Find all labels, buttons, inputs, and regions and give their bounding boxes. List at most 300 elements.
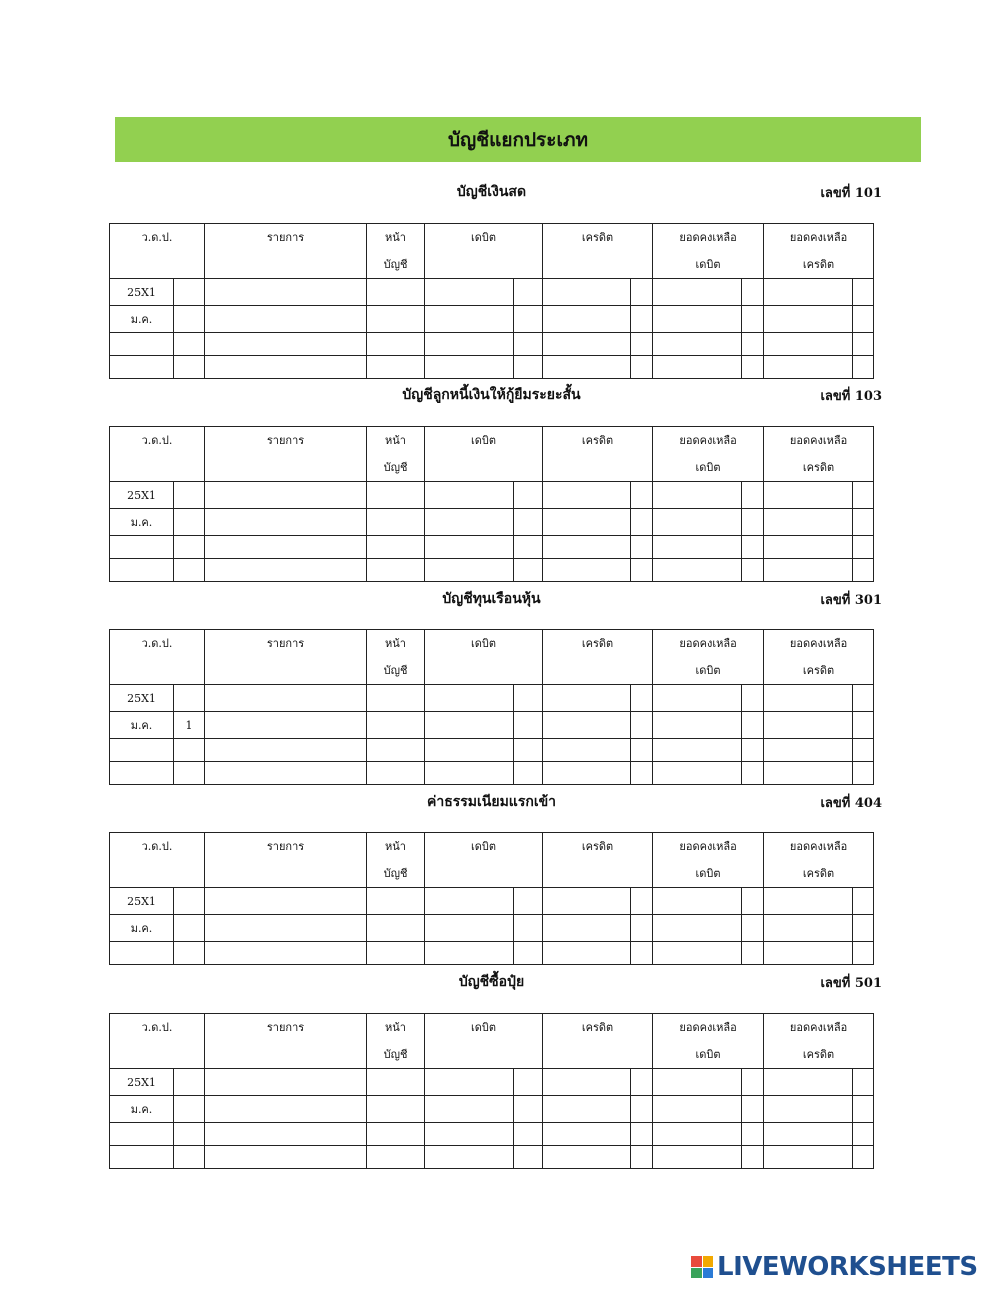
entry-cell[interactable] xyxy=(764,762,853,785)
entry-cell[interactable] xyxy=(543,1123,631,1146)
table-row xyxy=(110,559,874,582)
entry-cell[interactable] xyxy=(742,942,764,965)
date-day-cell[interactable] xyxy=(174,509,205,536)
date-month-cell[interactable]: ม.ค. xyxy=(110,306,174,333)
entry-cell[interactable] xyxy=(653,1096,742,1123)
entry-cell[interactable] xyxy=(367,306,425,333)
entry-cell[interactable] xyxy=(425,685,514,712)
date-month-cell[interactable] xyxy=(110,1123,174,1146)
entry-cell[interactable] xyxy=(367,279,425,306)
date-month-cell[interactable] xyxy=(110,942,174,965)
entry-cell[interactable] xyxy=(425,536,514,559)
ledger-table xyxy=(109,223,874,379)
balance-debit-header-text: เดบิต xyxy=(695,664,721,677)
balance-debit-header-text: เดบิต xyxy=(695,461,721,474)
balance-credit-header-text: เครดิต xyxy=(802,1048,835,1061)
entry-cell[interactable] xyxy=(853,559,874,582)
entry-cell[interactable] xyxy=(205,536,367,559)
date-day-cell[interactable] xyxy=(174,915,205,942)
balance-debit-header xyxy=(653,1014,764,1069)
entry-cell[interactable] xyxy=(653,1069,742,1096)
entry-cell[interactable] xyxy=(764,1123,853,1146)
entry-cell[interactable] xyxy=(742,536,764,559)
entry-cell[interactable] xyxy=(425,559,514,582)
entry-cell[interactable] xyxy=(205,915,367,942)
ledger-header-row xyxy=(110,224,874,279)
entry-cell[interactable] xyxy=(631,356,653,379)
entry-cell[interactable] xyxy=(514,333,543,356)
entry-cell[interactable] xyxy=(367,356,425,379)
entry-cell[interactable] xyxy=(425,712,514,739)
entry-cell[interactable] xyxy=(853,685,874,712)
entry-cell[interactable] xyxy=(514,306,543,333)
date-month-cell[interactable] xyxy=(110,739,174,762)
date-day-cell[interactable] xyxy=(174,1069,205,1096)
date-month-cell[interactable]: ม.ค. xyxy=(110,915,174,942)
entry-cell[interactable] xyxy=(205,559,367,582)
entry-cell[interactable] xyxy=(425,509,514,536)
entry-cell[interactable] xyxy=(853,739,874,762)
date-month-cell[interactable] xyxy=(110,762,174,785)
entry-cell[interactable] xyxy=(853,333,874,356)
entry-cell[interactable] xyxy=(853,536,874,559)
debit-header xyxy=(425,630,543,685)
entry-cell[interactable] xyxy=(631,942,653,965)
entry-cell[interactable] xyxy=(205,356,367,379)
entry-cell[interactable] xyxy=(742,762,764,785)
entry-cell[interactable] xyxy=(853,1123,874,1146)
description-header xyxy=(205,427,367,482)
date-day-cell[interactable] xyxy=(174,1146,205,1169)
entry-cell[interactable] xyxy=(367,1096,425,1123)
entry-cell[interactable] xyxy=(764,536,853,559)
entry-cell[interactable] xyxy=(764,739,853,762)
entry-cell[interactable] xyxy=(543,685,631,712)
entry-cell[interactable] xyxy=(367,1146,425,1169)
entry-cell[interactable] xyxy=(425,739,514,762)
entry-cell[interactable] xyxy=(764,482,853,509)
entry-cell[interactable] xyxy=(631,509,653,536)
entry-cell[interactable] xyxy=(425,1096,514,1123)
entry-cell[interactable] xyxy=(742,509,764,536)
entry-cell[interactable] xyxy=(764,559,853,582)
date-month-cell[interactable] xyxy=(110,1146,174,1169)
entry-cell[interactable] xyxy=(653,509,742,536)
date-month-cell[interactable]: 25X1 xyxy=(110,888,174,915)
page-title: บัญชีแยกประเภท xyxy=(447,128,589,151)
entry-cell[interactable] xyxy=(543,888,631,915)
date-day-cell[interactable] xyxy=(174,279,205,306)
entry-cell[interactable] xyxy=(367,1123,425,1146)
date-day-cell[interactable] xyxy=(174,356,205,379)
entry-cell[interactable] xyxy=(367,509,425,536)
entry-cell[interactable] xyxy=(205,1123,367,1146)
credit-header xyxy=(543,630,653,685)
entry-cell[interactable] xyxy=(205,712,367,739)
table-row xyxy=(110,888,874,915)
entry-cell[interactable] xyxy=(653,356,742,379)
ref-header xyxy=(367,833,425,888)
entry-cell[interactable] xyxy=(367,915,425,942)
entry-cell[interactable] xyxy=(742,482,764,509)
entry-cell[interactable] xyxy=(764,333,853,356)
entry-cell[interactable] xyxy=(742,915,764,942)
entry-cell[interactable] xyxy=(853,942,874,965)
entry-cell[interactable] xyxy=(853,1146,874,1169)
balance-debit-header-text: เดบิต xyxy=(695,1048,721,1061)
date-header-text: ว.ด.ป. xyxy=(141,637,173,650)
entry-cell[interactable] xyxy=(367,536,425,559)
entry-cell[interactable] xyxy=(425,306,514,333)
balance-credit-header-text: ยอดคงเหลือ xyxy=(789,231,848,244)
entry-cell[interactable] xyxy=(631,712,653,739)
entry-cell[interactable] xyxy=(853,306,874,333)
credit-header xyxy=(543,833,653,888)
entry-cell[interactable] xyxy=(367,712,425,739)
entry-cell[interactable] xyxy=(425,1123,514,1146)
entry-cell[interactable] xyxy=(514,559,543,582)
date-day-cell[interactable] xyxy=(174,306,205,333)
date-month-cell[interactable]: 25X1 xyxy=(110,482,174,509)
debit-header xyxy=(425,427,543,482)
entry-cell[interactable] xyxy=(514,915,543,942)
entry-cell[interactable] xyxy=(742,279,764,306)
balance-credit-header-text: เครดิต xyxy=(802,461,835,474)
entry-cell[interactable] xyxy=(514,1069,543,1096)
ref-header-text: หน้า xyxy=(385,231,406,244)
entry-cell[interactable] xyxy=(367,333,425,356)
entry-cell[interactable] xyxy=(853,712,874,739)
date-month-cell[interactable] xyxy=(110,559,174,582)
entry-cell[interactable] xyxy=(543,712,631,739)
entry-cell[interactable] xyxy=(514,279,543,306)
description-header xyxy=(205,1014,367,1069)
account-title: บัญชีทุนเรือนหุ้น xyxy=(442,591,541,607)
entry-cell[interactable] xyxy=(543,482,631,509)
entry-cell[interactable] xyxy=(853,1069,874,1096)
table-row xyxy=(110,509,874,536)
entry-cell[interactable] xyxy=(543,509,631,536)
entry-cell[interactable] xyxy=(514,762,543,785)
debit-header-text: เดบิต xyxy=(471,231,497,244)
entry-cell[interactable] xyxy=(205,739,367,762)
entry-cell[interactable] xyxy=(653,482,742,509)
entry-cell[interactable] xyxy=(367,942,425,965)
balance-credit-header-text: ยอดคงเหลือ xyxy=(789,840,848,853)
balance-credit-header-text: เครดิต xyxy=(802,867,835,880)
entry-cell[interactable] xyxy=(367,888,425,915)
date-header xyxy=(110,427,205,482)
entry-cell[interactable] xyxy=(631,762,653,785)
entry-cell[interactable] xyxy=(543,333,631,356)
account-title: บัญชีลูกหนี้เงินให้กู้ยืมระยะสั้น xyxy=(402,387,581,403)
table-row xyxy=(110,1069,874,1096)
balance-credit-header xyxy=(764,630,874,685)
ref-header-text: บัญชี xyxy=(383,664,408,677)
entry-cell[interactable] xyxy=(205,279,367,306)
entry-cell[interactable] xyxy=(543,536,631,559)
entry-cell[interactable] xyxy=(853,1096,874,1123)
entry-cell[interactable] xyxy=(514,888,543,915)
entry-cell[interactable] xyxy=(631,279,653,306)
entry-cell[interactable] xyxy=(425,279,514,306)
balance-debit-header xyxy=(653,630,764,685)
entry-cell[interactable] xyxy=(853,509,874,536)
account-number: เลขที่ 404 xyxy=(820,796,882,811)
entry-cell[interactable] xyxy=(853,279,874,306)
entry-cell[interactable] xyxy=(631,1096,653,1123)
entry-cell[interactable] xyxy=(631,536,653,559)
entry-cell[interactable] xyxy=(742,888,764,915)
date-day-cell[interactable] xyxy=(174,685,205,712)
page-title-banner xyxy=(115,117,921,162)
entry-cell[interactable] xyxy=(631,333,653,356)
entry-cell[interactable] xyxy=(764,942,853,965)
entry-cell[interactable] xyxy=(425,1146,514,1169)
entry-cell[interactable] xyxy=(543,559,631,582)
entry-cell[interactable] xyxy=(653,888,742,915)
table-row xyxy=(110,306,874,333)
entry-cell[interactable] xyxy=(631,306,653,333)
entry-cell[interactable] xyxy=(543,279,631,306)
entry-cell[interactable] xyxy=(514,482,543,509)
entry-cell[interactable] xyxy=(367,559,425,582)
ledger-table xyxy=(109,426,874,582)
date-month-cell[interactable] xyxy=(110,333,174,356)
entry-cell[interactable] xyxy=(205,1146,367,1169)
entry-cell[interactable] xyxy=(853,915,874,942)
date-header xyxy=(110,1014,205,1069)
date-day-cell[interactable] xyxy=(174,1123,205,1146)
entry-cell[interactable] xyxy=(367,685,425,712)
entry-cell[interactable] xyxy=(514,356,543,379)
entry-cell[interactable] xyxy=(653,942,742,965)
balance-debit-header-text: เดบิต xyxy=(695,867,721,880)
table-row xyxy=(110,915,874,942)
date-day-cell[interactable] xyxy=(174,536,205,559)
entry-cell[interactable] xyxy=(425,942,514,965)
balance-credit-header xyxy=(764,224,874,279)
entry-cell[interactable] xyxy=(514,942,543,965)
table-row xyxy=(110,482,874,509)
date-day-cell[interactable] xyxy=(174,559,205,582)
table-row xyxy=(110,356,874,379)
entry-cell[interactable] xyxy=(514,712,543,739)
entry-cell[interactable] xyxy=(514,739,543,762)
entry-cell[interactable] xyxy=(742,333,764,356)
table-row xyxy=(110,739,874,762)
entry-cell[interactable] xyxy=(853,482,874,509)
entry-cell[interactable] xyxy=(425,915,514,942)
entry-cell[interactable] xyxy=(764,279,853,306)
entry-cell[interactable] xyxy=(543,1146,631,1169)
balance-debit-header-text: ยอดคงเหลือ xyxy=(679,1021,737,1034)
entry-cell[interactable] xyxy=(764,1096,853,1123)
entry-cell[interactable] xyxy=(653,915,742,942)
entry-cell[interactable] xyxy=(653,1146,742,1169)
date-header xyxy=(110,630,205,685)
entry-cell[interactable] xyxy=(367,739,425,762)
entry-cell[interactable] xyxy=(543,762,631,785)
entry-cell[interactable] xyxy=(764,509,853,536)
balance-debit-header-text: ยอดคงเหลือ xyxy=(679,231,737,244)
entry-cell[interactable] xyxy=(742,685,764,712)
date-month-cell[interactable] xyxy=(110,356,174,379)
entry-cell[interactable] xyxy=(543,942,631,965)
table-row xyxy=(110,685,874,712)
debit-header-text: เดบิต xyxy=(471,637,497,650)
date-month-cell[interactable]: ม.ค. xyxy=(110,509,174,536)
table-row xyxy=(110,1146,874,1169)
entry-cell[interactable] xyxy=(543,1069,631,1096)
entry-cell[interactable] xyxy=(543,915,631,942)
date-month-cell[interactable]: ม.ค. xyxy=(110,712,174,739)
balance-credit-header xyxy=(764,427,874,482)
date-day-cell[interactable] xyxy=(174,482,205,509)
ledger-header-row xyxy=(110,833,874,888)
entry-cell[interactable] xyxy=(742,1069,764,1096)
entry-cell[interactable] xyxy=(425,1069,514,1096)
entry-cell[interactable] xyxy=(742,306,764,333)
entry-cell[interactable] xyxy=(631,1069,653,1096)
entry-cell[interactable] xyxy=(742,1146,764,1169)
ledger-table xyxy=(109,1013,874,1169)
ledger-header-row xyxy=(110,1014,874,1069)
account-title: บัญชีเงินสด xyxy=(456,184,527,200)
entry-cell[interactable] xyxy=(653,306,742,333)
date-month-cell[interactable]: ม.ค. xyxy=(110,1096,174,1123)
account-number: เลขที่ 101 xyxy=(820,186,882,201)
entry-cell[interactable] xyxy=(653,1123,742,1146)
entry-cell[interactable] xyxy=(764,306,853,333)
entry-cell[interactable] xyxy=(205,333,367,356)
entry-cell[interactable] xyxy=(764,1069,853,1096)
entry-cell[interactable] xyxy=(514,685,543,712)
entry-cell[interactable] xyxy=(514,1146,543,1169)
description-header xyxy=(205,833,367,888)
entry-cell[interactable] xyxy=(205,306,367,333)
date-day-cell[interactable] xyxy=(174,888,205,915)
entry-cell[interactable] xyxy=(631,1123,653,1146)
entry-cell[interactable] xyxy=(631,685,653,712)
date-month-cell[interactable]: 25X1 xyxy=(110,1069,174,1096)
entry-cell[interactable] xyxy=(742,712,764,739)
entry-cell[interactable] xyxy=(631,482,653,509)
date-day-cell[interactable] xyxy=(174,333,205,356)
date-month-cell[interactable]: 25X1 xyxy=(110,685,174,712)
entry-cell[interactable] xyxy=(853,888,874,915)
entry-cell[interactable] xyxy=(742,739,764,762)
date-day-cell[interactable] xyxy=(174,942,205,965)
entry-cell[interactable] xyxy=(367,762,425,785)
entry-cell[interactable] xyxy=(631,559,653,582)
entry-cell[interactable] xyxy=(631,739,653,762)
date-day-cell[interactable] xyxy=(174,739,205,762)
debit-header-text: เดบิต xyxy=(471,1021,497,1034)
ref-header xyxy=(367,224,425,279)
credit-header-text: เครดิต xyxy=(581,231,614,244)
date-month-cell[interactable] xyxy=(110,536,174,559)
entry-cell[interactable] xyxy=(764,915,853,942)
entry-cell[interactable] xyxy=(764,712,853,739)
balance-debit-header-text: ยอดคงเหลือ xyxy=(679,637,737,650)
entry-cell[interactable] xyxy=(653,333,742,356)
entry-cell[interactable] xyxy=(205,482,367,509)
entry-cell[interactable] xyxy=(543,1096,631,1123)
entry-cell[interactable] xyxy=(764,888,853,915)
entry-cell[interactable] xyxy=(514,536,543,559)
entry-cell[interactable] xyxy=(653,559,742,582)
entry-cell[interactable] xyxy=(764,1146,853,1169)
entry-cell[interactable] xyxy=(631,915,653,942)
entry-cell[interactable] xyxy=(742,559,764,582)
entry-cell[interactable] xyxy=(514,1123,543,1146)
entry-cell[interactable] xyxy=(205,685,367,712)
entry-cell[interactable] xyxy=(425,482,514,509)
entry-cell[interactable] xyxy=(425,762,514,785)
entry-cell[interactable] xyxy=(514,1096,543,1123)
entry-cell[interactable] xyxy=(853,356,874,379)
entry-cell[interactable] xyxy=(205,1069,367,1096)
entry-cell[interactable] xyxy=(653,685,742,712)
liveworksheets-logo[interactable] xyxy=(691,1252,978,1282)
entry-cell[interactable] xyxy=(764,685,853,712)
entry-cell[interactable] xyxy=(425,888,514,915)
entry-cell[interactable] xyxy=(367,482,425,509)
entry-cell[interactable] xyxy=(205,509,367,536)
date-header-text: ว.ด.ป. xyxy=(141,840,173,853)
entry-cell[interactable] xyxy=(205,1096,367,1123)
entry-cell[interactable] xyxy=(653,739,742,762)
balance-debit-header xyxy=(653,833,764,888)
entry-cell[interactable] xyxy=(425,356,514,379)
description-header-text: รายการ xyxy=(266,840,305,853)
date-day-cell[interactable]: 1 xyxy=(174,712,205,739)
entry-cell[interactable] xyxy=(653,536,742,559)
entry-cell[interactable] xyxy=(742,356,764,379)
entry-cell[interactable] xyxy=(764,356,853,379)
debit-header xyxy=(425,1014,543,1069)
date-day-cell[interactable] xyxy=(174,1096,205,1123)
entry-cell[interactable] xyxy=(853,762,874,785)
description-header-text: รายการ xyxy=(266,231,305,244)
entry-cell[interactable] xyxy=(367,1069,425,1096)
table-row xyxy=(110,1096,874,1123)
entry-cell[interactable] xyxy=(425,333,514,356)
entry-cell[interactable] xyxy=(205,942,367,965)
entry-cell[interactable] xyxy=(205,762,367,785)
ref-header-text: หน้า xyxy=(385,840,406,853)
table-row xyxy=(110,1123,874,1146)
entry-cell[interactable] xyxy=(543,306,631,333)
balance-debit-header-text: ยอดคงเหลือ xyxy=(679,434,737,447)
ledger-table xyxy=(109,629,874,785)
entry-cell[interactable] xyxy=(631,1146,653,1169)
entry-cell[interactable] xyxy=(653,762,742,785)
date-header-text: ว.ด.ป. xyxy=(141,231,173,244)
entry-cell[interactable] xyxy=(742,1123,764,1146)
entry-cell[interactable] xyxy=(742,1096,764,1123)
entry-cell[interactable] xyxy=(205,888,367,915)
entry-cell[interactable] xyxy=(653,712,742,739)
entry-cell[interactable] xyxy=(543,739,631,762)
date-day-cell[interactable] xyxy=(174,762,205,785)
date-month-cell[interactable]: 25X1 xyxy=(110,279,174,306)
entry-cell[interactable] xyxy=(631,888,653,915)
entry-cell[interactable] xyxy=(543,356,631,379)
entry-cell[interactable] xyxy=(514,509,543,536)
entry-cell[interactable] xyxy=(653,279,742,306)
